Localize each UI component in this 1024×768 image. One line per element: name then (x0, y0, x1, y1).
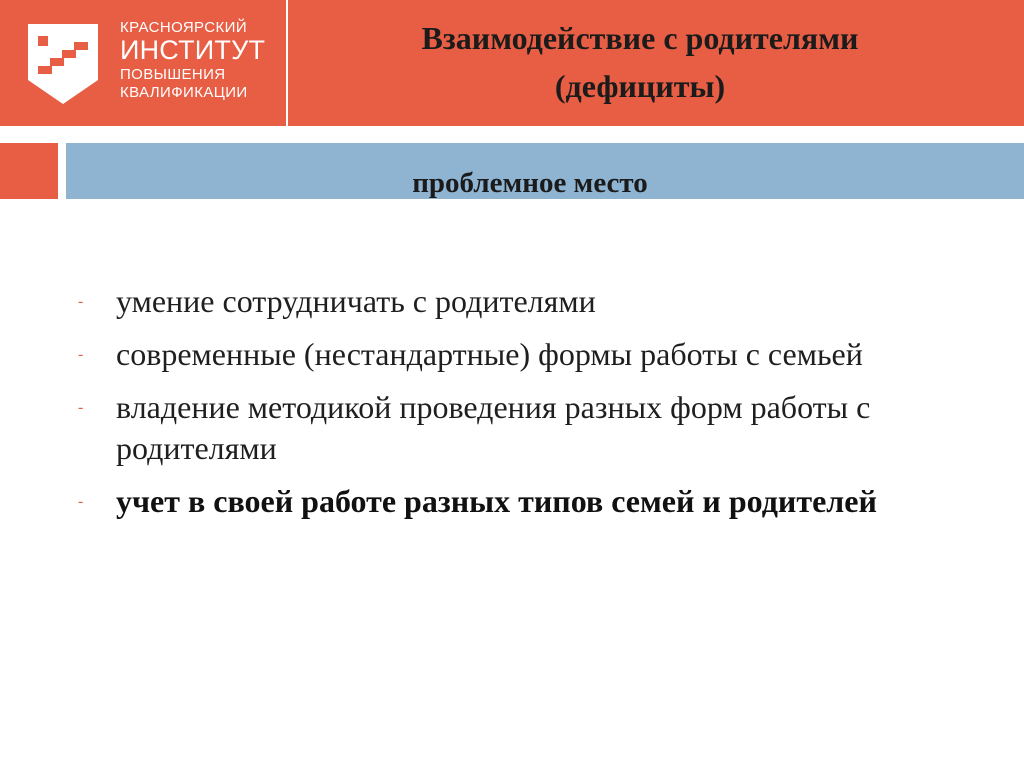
institute-logo-icon (26, 22, 100, 106)
bullet-dash-icon: - (78, 346, 84, 363)
list-item (78, 334, 958, 375)
header-divider (286, 0, 288, 126)
bullet-dash-icon: - (78, 399, 84, 416)
bullet-dash-icon: - (78, 293, 84, 310)
slide-subtitle: проблемное место (412, 167, 648, 199)
deficit-list (78, 281, 958, 534)
bullet-dash-icon: - (78, 493, 84, 510)
list-item (78, 281, 958, 322)
logo-line-2: ИНСТИТУТ (120, 35, 266, 65)
header-bar (0, 0, 1024, 126)
list-item-text: умение сотрудничать с родителями (116, 283, 596, 319)
list-item-text: учет в своей работе разных типов семей и родителей (116, 483, 877, 519)
logo-line-3: ПОВЫШЕНИЯ (120, 66, 226, 83)
list-item-text: современные (нестандартные) формы работы с семьей (116, 336, 863, 372)
logo-line-1: КРАСНОЯРСКИЙ (120, 19, 248, 36)
slide-title (300, 14, 980, 110)
list-item-text: владение методикой проведения разных форм работы с родителями (116, 389, 871, 466)
slide-title-line-1: Взаимодействие с родителями (421, 20, 859, 56)
list-item-highlighted (78, 481, 958, 522)
institute-logo-text (120, 20, 265, 100)
slide-title-line-2: (дефициты) (554, 68, 726, 104)
list-item (78, 387, 958, 469)
logo-line-4: КВАЛИФИКАЦИИ (120, 84, 248, 101)
